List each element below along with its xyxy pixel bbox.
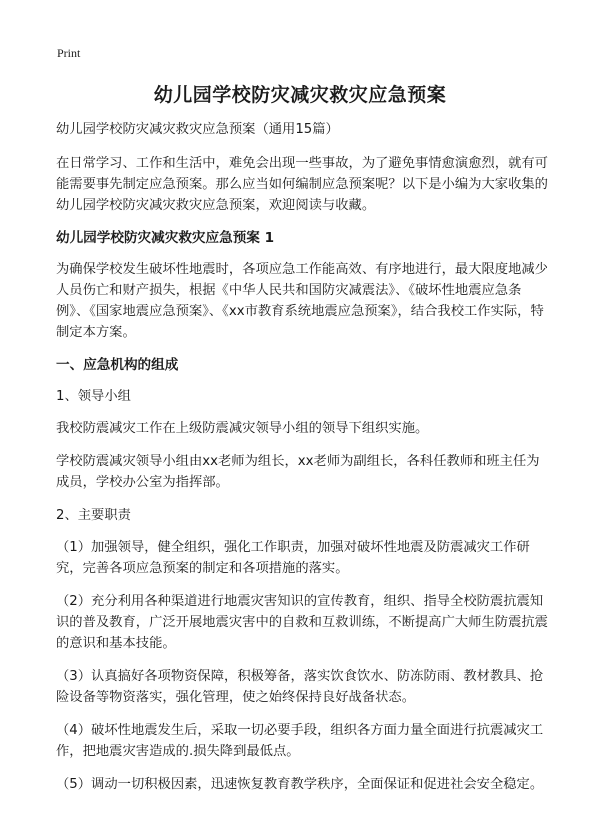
duty-item-1: （1）加强领导，健全组织，强化工作职责，加强对破坏性地震及防震减灾工作研究，完善各项应急预案的制定和各项措施的落实。 (56, 540, 530, 576)
org-heading: 一、应急机构的组成 (56, 357, 179, 373)
duties-subheading: 2、主要职责 (56, 508, 131, 523)
leader-subheading: 1、领导小组 (56, 389, 131, 404)
leader-paragraph-1: 我校防震减灾工作在上级防震减灾领导小组的领导下组织实施。 (56, 421, 429, 436)
document-title: 幼儿园学校防灾减灾救灾应急预案 (153, 84, 447, 106)
section-heading: 幼儿园学校防灾减灾救灾应急预案 1 (56, 230, 275, 246)
document-body (56, 119, 548, 807)
print-label[interactable]: Print (57, 46, 81, 60)
duty-item-3: （3）认真搞好各项物资保障，积极筹备，落实饮食饮水、防冻防雨、教材教具、抢险设备等物资落实，强化管理，使之始终保持良好战备状态。 (56, 669, 544, 705)
intro-paragraph: 在日常学习、工作和生活中，难免会出现一些事故，为了避免事情愈演愈烈，就有可能需要事先制定应急预案。那么应当如何编制应急预案呢？以下是小编为大家收集的幼儿园学校防灾减灾救灾应急预案，欢迎阅读与收藏。 (56, 156, 548, 213)
leader-paragraph-2: 学校防震减灾领导小组由xx老师为组长，xx老师为副组长，各科任教师和班主任为成员，学校办公室为指挥部。 (56, 454, 540, 490)
duty-item-4: （4）破坏性地震发生后，采取一切必要手段，组织各方面力量全面进行抗震减灾工作，把地震灾害造成的.损失降到最低点。 (56, 723, 544, 759)
section-intro-paragraph: 为确保学校发生破坏性地震时，各项应急工作能高效、有序地进行，最大限度地减少人员伤亡和财产损失，根据《中华人民共和国防灾减震法》、《破坏性地震应急条例》、《国家地震应急预案》、《xx市教育系统地震应急预案》，结合我校工作实际，特制定本方案。 (56, 262, 548, 340)
document-subtitle: 幼儿园学校防灾减灾救灾应急预案（通用15篇） (56, 122, 339, 137)
duty-item-2: （2）充分利用各种渠道进行地震灾害知识的宣传教育，组织、指导全校防震抗震知识的普及教育，广泛开展地震灾害中的自救和互救训练，不断提高广大师生防震抗震的意识和基本技能。 (56, 594, 548, 651)
duty-item-5: （5）调动一切积极因素，迅速恢复教育教学秩序，全面保证和促进社会安全稳定。 (56, 777, 544, 792)
